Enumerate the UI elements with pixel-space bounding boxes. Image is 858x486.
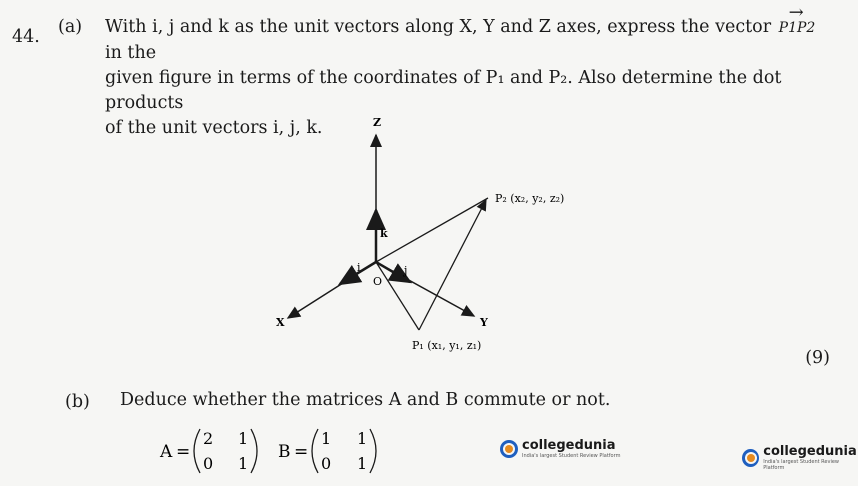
vector-p1p2: → P1P2 [778,2,816,36]
matrix-equations [158,425,418,482]
logo-name: collegedunia [522,438,616,453]
collegedunia-logo-icon [500,440,518,458]
unit-k-label: k [380,227,388,240]
part-a-line-1-end: in the [105,43,157,63]
axis-z-label: Z [373,116,382,129]
part-b-label: (b) [65,392,90,412]
matrix-b-name: B [278,442,291,462]
matrix-b-left-bracket [312,429,318,473]
unit-i-label: i [357,261,361,274]
matrix-b-cell-00: 1 [321,429,332,448]
question-number: 44. [12,27,40,47]
matrix-svg [158,425,418,477]
matrix-a-cell-11: 1 [238,454,249,473]
part-a-line-3: of the unit vectors i, j, k. [105,118,323,138]
matrix-a-left-bracket [194,429,200,473]
part-a-line-1-start: With i, j and k as the unit vectors along X, Y and Z axes, express the vector [105,17,772,37]
axis-x-label: X [276,316,285,329]
p1-to-p2-line [419,200,486,330]
p1-label: P₁ (x₁, y₁, z₁) [412,339,482,352]
vector-arrow-icon: → [788,2,804,23]
matrix-b-equals: = [294,442,309,462]
logo-name-2: collegedunia [763,444,857,459]
matrix-b-cell-11: 1 [357,454,368,473]
logo-tagline-2: India's largest Student Review Platform [763,459,840,471]
logo-tagline: India's largest Student Review Platform [522,453,621,459]
matrix-a-cell-00: 2 [203,429,214,448]
o-to-p1-line [376,262,419,330]
part-b-text: Deduce whether the matrices A and B commute or not. [120,390,611,410]
marks-label: (9) [805,348,830,368]
part-a-label: (a) [58,17,83,37]
matrix-a-cell-10: 0 [203,454,214,473]
collegedunia-logo-icon-2 [742,449,759,467]
matrix-a-cell-01: 1 [238,429,249,448]
p2-label: P₂ (x₂, y₂, z₂) [495,192,565,205]
origin-label: O [373,275,383,288]
matrix-b-cell-10: 0 [321,454,332,473]
axis-y-label: Y [480,316,488,329]
matrix-a-right-bracket [251,429,257,473]
part-a-line-2: given figure in terms of the coordinates of P₁ and P₂. Also determine the dot products [105,68,782,113]
matrix-b-right-bracket [370,429,376,473]
matrix-a-name: A [160,442,173,462]
collegedunia-logo [500,438,620,459]
matrix-a-equals: = [176,442,191,462]
collegedunia-logo-2 [742,444,858,471]
unit-j-label: j [404,264,408,277]
matrix-b-cell-01: 1 [357,429,368,448]
